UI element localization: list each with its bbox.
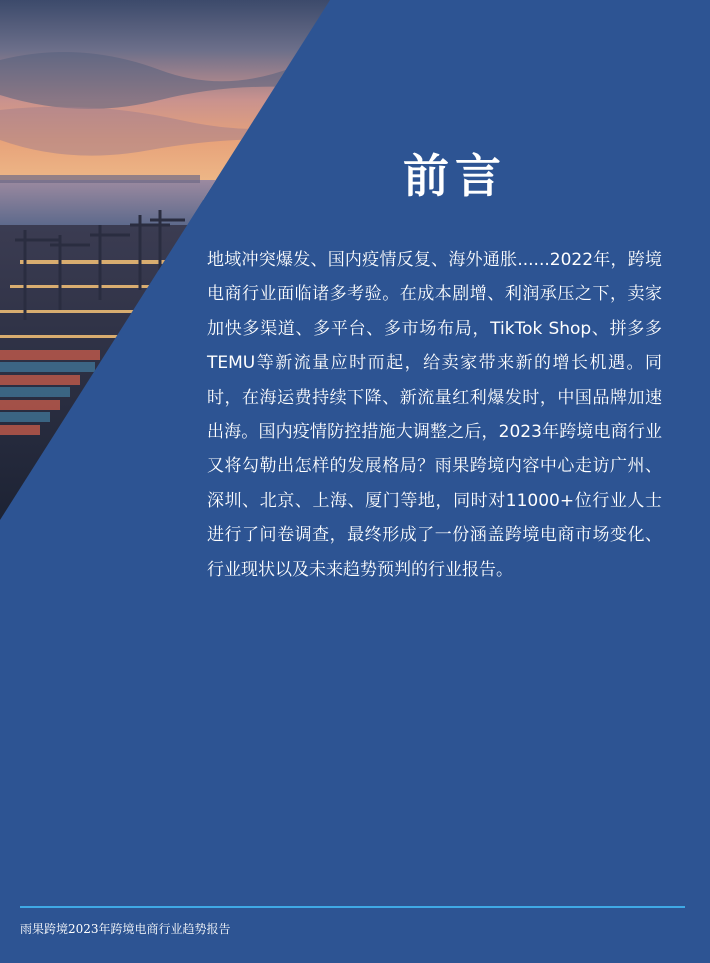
page-title: 前言 xyxy=(403,149,507,203)
footer-report-title: 雨果跨境2023年跨境电商行业趋势报告 xyxy=(20,922,231,936)
footer-divider xyxy=(20,906,685,908)
preface-body: 地域冲突爆发、国内疫情反复、海外通胀......2022年，跨境电商行业面临诸多考验。在成本剧增、利润承压之下，卖家加快多渠道、多平台、多市场布局，TikTok Shop、拼多多TEMU等新流量应时而起，给卖家带来新的增长机遇。同时，在海运费持续下降、新流量红利爆发时，中国品牌加速出海。国内疫情防控措施大调整之后，2023年跨境电商行业又将勾勒出怎样的发展格局？雨果跨境内容中心走访广州、深圳、北京、上海、厦门等地，同时对11000+位行业人士进行了问卷调查，最终形成了一份涵盖跨境电商市场变化、行业现状以及未来趋势预判的行业报告。 xyxy=(207,250,662,580)
